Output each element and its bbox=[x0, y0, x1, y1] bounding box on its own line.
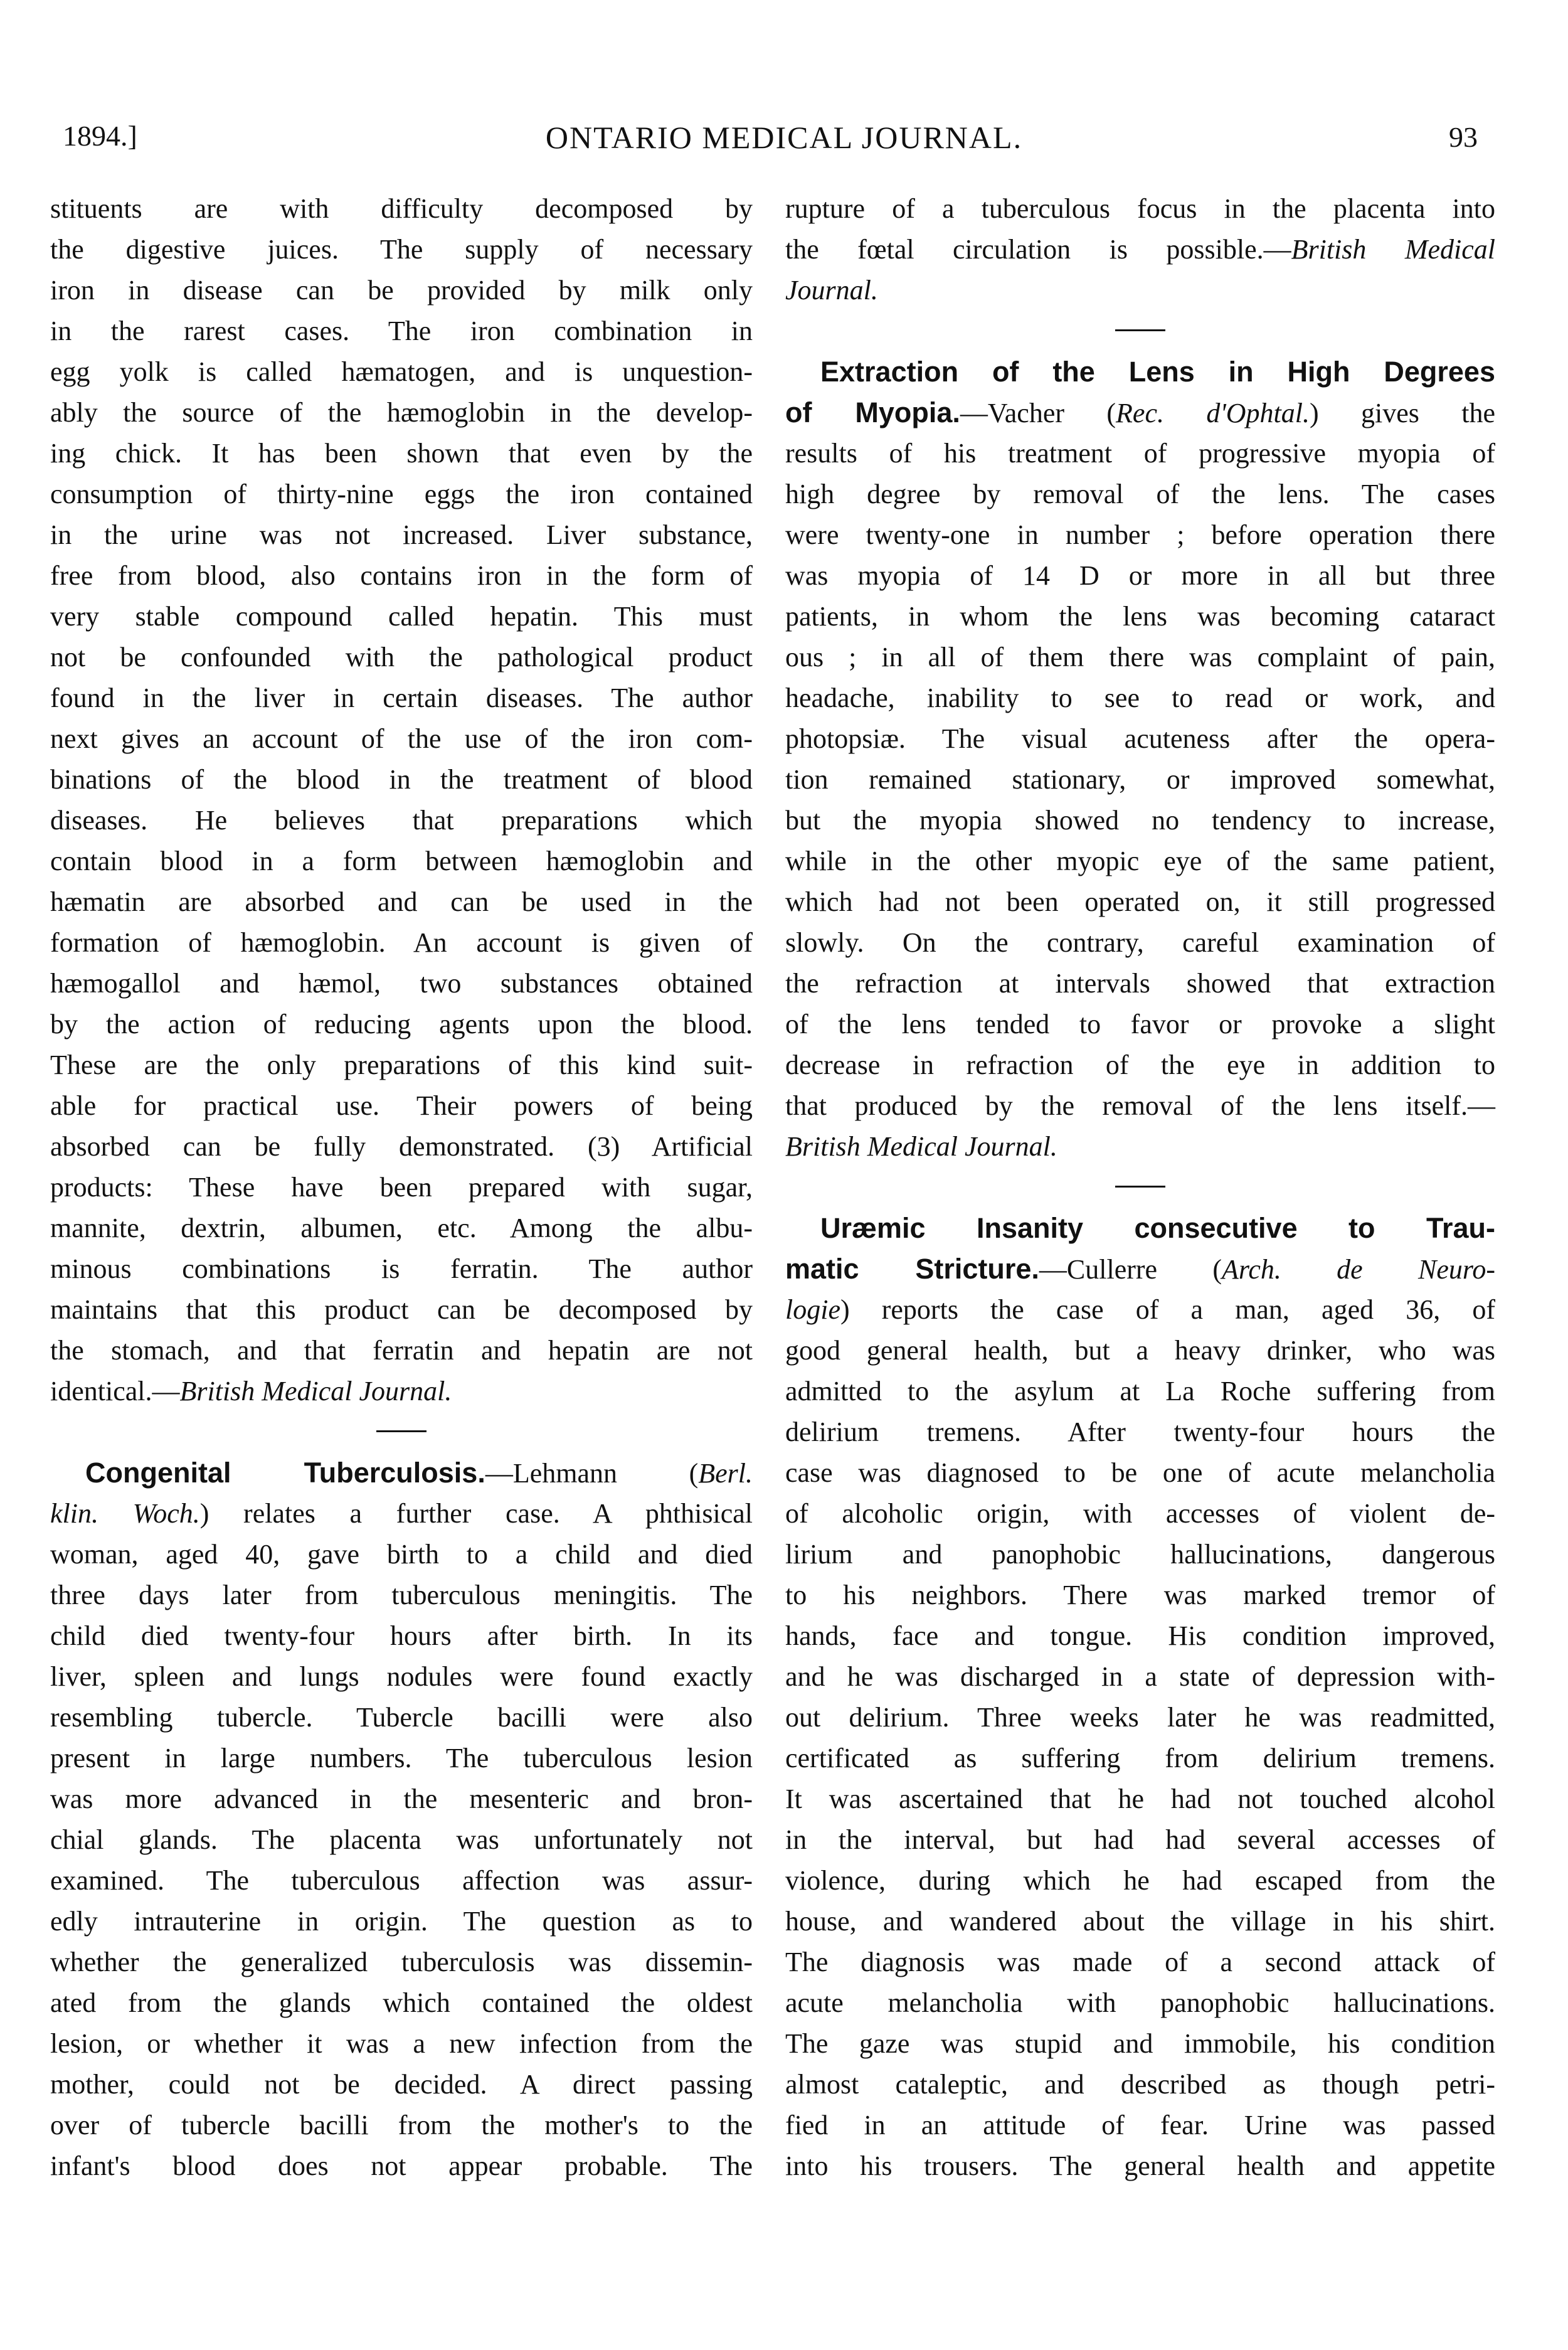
article-line: in the rarest cases. The iron combination in bbox=[50, 316, 753, 346]
article-line: decrease in refraction of the eye in addition to bbox=[785, 1050, 1495, 1080]
page-number: 93 bbox=[1449, 121, 1478, 153]
article-line bbox=[785, 1289, 1495, 1330]
article-line: woman, aged 40, gave birth to a child and died bbox=[50, 1539, 753, 1570]
article-line: liver, spleen and lungs nodules were found exactly bbox=[50, 1661, 753, 1692]
article-line: but the myopia showed no tendency to increase, bbox=[785, 805, 1495, 836]
article-line: chial glands. The placenta was unfortunately not bbox=[50, 1824, 753, 1855]
article-first-line bbox=[50, 1452, 753, 1493]
article-line: house, and wandered about the village in his shirt. bbox=[785, 1906, 1495, 1937]
section-divider bbox=[785, 1167, 1495, 1208]
article-line: contain blood in a form between hæmoglobin and bbox=[50, 846, 753, 876]
article-line: infant's blood does not appear probable. The bbox=[50, 2151, 753, 2181]
author: —Vacher ( bbox=[960, 398, 1116, 428]
journal-abbrev: Berl. bbox=[698, 1458, 753, 1489]
article-heading: of Myopia. bbox=[785, 396, 960, 428]
author: —Cullerre ( bbox=[1039, 1254, 1222, 1285]
article-line: products: These have been prepared with sugar, bbox=[50, 1172, 753, 1203]
text: the fœtal circulation is possible.— bbox=[785, 234, 1291, 265]
journal-abbrev: logie bbox=[785, 1294, 840, 1325]
article-line: three days later from tuberculous meningitis. The bbox=[50, 1580, 753, 1610]
article-end-line bbox=[50, 1371, 753, 1412]
section-divider bbox=[785, 311, 1495, 351]
article-line: headache, inability to see to read or work, and bbox=[785, 683, 1495, 713]
section-divider bbox=[50, 1412, 753, 1452]
article-line: very stable compound called hepatin. This must bbox=[50, 601, 753, 632]
article-line: the refraction at intervals showed that extraction bbox=[785, 968, 1495, 999]
article-line: fied in an attitude of fear. Urine was passed bbox=[785, 2110, 1495, 2140]
article-line: ous ; in all of them there was complaint of pain, bbox=[785, 642, 1495, 673]
article-heading: Uræmic Insanity consecutive to Trau- bbox=[820, 1212, 1495, 1244]
article-line: next gives an account of the use of the iron com- bbox=[50, 723, 753, 754]
article-line: that produced by the removal of the lens itself.— bbox=[785, 1090, 1495, 1121]
article-line bbox=[785, 1126, 1495, 1167]
article-line: in the interval, but had had several accesses of bbox=[785, 1824, 1495, 1855]
article-line: absorbed can be fully demonstrated. (3) Artificial bbox=[50, 1131, 753, 1162]
article-line: rupture of a tuberculous focus in the placenta into bbox=[785, 193, 1495, 224]
article-line: hæmatin are absorbed and can be used in the bbox=[50, 886, 753, 917]
article-line: over of tubercle bacilli from the mother's to the bbox=[50, 2110, 753, 2140]
article-line: maintains that this product can be decomposed by bbox=[50, 1294, 753, 1325]
article-line: The gaze was stupid and immobile, his condition bbox=[785, 2028, 1495, 2059]
article-line: edly intrauterine in origin. The question as to bbox=[50, 1906, 753, 1937]
source-citation: British Medical bbox=[1291, 234, 1495, 265]
article-line: while in the other myopic eye of the same patient, bbox=[785, 846, 1495, 876]
article-uraemic-insanity bbox=[785, 1208, 1495, 2186]
article-line: hæmogallol and hæmol, two substances obtained bbox=[50, 968, 753, 999]
article-line: good general health, but a heavy drinker, who was bbox=[785, 1335, 1495, 1366]
article-line: free from blood, also contains iron in the form of bbox=[50, 560, 753, 591]
article-line: which had not been operated on, it still progressed bbox=[785, 886, 1495, 917]
article-line: photopsiæ. The visual acuteness after the opera- bbox=[785, 723, 1495, 754]
text: ) gives the bbox=[1309, 398, 1495, 428]
article-line: diseases. He believes that preparations which bbox=[50, 805, 753, 836]
article-line: child died twenty-four hours after birth. In its bbox=[50, 1620, 753, 1651]
article-line: results of his treatment of progressive myopia of bbox=[785, 438, 1495, 469]
article-line: not be confounded with the pathological product bbox=[50, 642, 753, 673]
journal-title: ONTARIO MEDICAL JOURNAL. bbox=[545, 120, 1023, 155]
article-line: ated from the glands which contained the oldest bbox=[50, 1987, 753, 2018]
article-line: slowly. On the contrary, careful examination of bbox=[785, 927, 1495, 958]
article-heading: Congenital Tuberculosis. bbox=[85, 1457, 485, 1489]
source-citation: Journal. bbox=[785, 275, 878, 306]
article-line: patients, in whom the lens was becoming cataract bbox=[785, 601, 1495, 632]
article-line bbox=[785, 229, 1495, 270]
article-line: lirium and panophobic hallucinations, dangerous bbox=[785, 1539, 1495, 1570]
article-lens-extraction bbox=[785, 351, 1495, 1167]
article-line: consumption of thirty-nine eggs the iron contained bbox=[50, 479, 753, 509]
article-line: by the action of reducing agents upon the blood. bbox=[50, 1009, 753, 1039]
article-line: These are the only preparations of this kind suit- bbox=[50, 1050, 753, 1080]
article-line: tion remained stationary, or improved somewhat, bbox=[785, 764, 1495, 795]
article-line: acute melancholia with panophobic hallucinations. bbox=[785, 1987, 1495, 2018]
article-heading-line bbox=[785, 1208, 1495, 1248]
article-line bbox=[785, 392, 1495, 433]
article-line: almost cataleptic, and described as though petri- bbox=[785, 2069, 1495, 2100]
article-line bbox=[785, 270, 1495, 311]
article-line: of the lens tended to favor or provoke a slight bbox=[785, 1009, 1495, 1039]
article-line: the stomach, and that ferratin and hepatin are not bbox=[50, 1335, 753, 1366]
article-line: certificated as suffering from delirium tremens. bbox=[785, 1743, 1495, 1773]
article-line: violence, during which he had escaped from the bbox=[785, 1865, 1495, 1896]
article-line: high degree by removal of the lens. The cases bbox=[785, 479, 1495, 509]
article-line: mannite, dextrin, albumen, etc. Among the albu- bbox=[50, 1213, 753, 1243]
text: ) relates a further case. A phthisical bbox=[199, 1498, 753, 1529]
article-line: was myopia of 14 D or more in all but three bbox=[785, 560, 1495, 591]
article-line: egg yolk is called hæmatogen, and is unquestion- bbox=[50, 356, 753, 387]
left-column bbox=[50, 188, 753, 2186]
article-line: resembling tubercle. Tubercle bacilli were also bbox=[50, 1702, 753, 1733]
author: —Lehmann ( bbox=[485, 1458, 699, 1489]
right-column bbox=[785, 188, 1495, 2186]
article-line: ably the source of the hæmoglobin in the develop- bbox=[50, 397, 753, 428]
text: identical.— bbox=[50, 1376, 180, 1406]
article-continuation bbox=[50, 188, 753, 1371]
article-line: in the urine was not increased. Liver substance, bbox=[50, 519, 753, 550]
article-line: hands, face and tongue. His condition improved, bbox=[785, 1620, 1495, 1651]
journal-abbrev: Rec. d'Ophtal. bbox=[1116, 398, 1310, 428]
article-line: stituents are with difficulty decomposed by bbox=[50, 193, 753, 224]
article-line: out delirium. Three weeks later he was readmitted, bbox=[785, 1702, 1495, 1733]
journal-abbrev: klin. Woch. bbox=[50, 1498, 200, 1529]
article-line: the digestive juices. The supply of necessary bbox=[50, 234, 753, 265]
article-line: present in large numbers. The tuberculous lesion bbox=[50, 1743, 753, 1773]
text: ) reports the case of a man, aged 36, of bbox=[840, 1294, 1495, 1325]
article-heading-line bbox=[785, 351, 1495, 392]
journal-abbrev: Arch. de Neuro- bbox=[1221, 1254, 1495, 1285]
article-line: lesion, or whether it was a new infection from the bbox=[50, 2028, 753, 2059]
article-line: minous combinations is ferratin. The author bbox=[50, 1253, 753, 1284]
article-line bbox=[50, 1493, 753, 1534]
article-body bbox=[785, 1330, 1495, 2186]
article-body bbox=[785, 433, 1495, 1126]
article-line: It was ascertained that he had not touched alcohol bbox=[785, 1784, 1495, 1814]
article-line: case was diagnosed to be one of acute melancholia bbox=[785, 1457, 1495, 1488]
article-line: binations of the blood in the treatment of blood bbox=[50, 764, 753, 795]
article-line: delirium tremens. After twenty-four hours the bbox=[785, 1417, 1495, 1447]
article-line: mother, could not be decided. A direct passing bbox=[50, 2069, 753, 2100]
article-line: were twenty-one in number ; before operation there bbox=[785, 519, 1495, 550]
article-line: was more advanced in the mesenteric and bron- bbox=[50, 1784, 753, 1814]
article-line: formation of hæmoglobin. An account is given of bbox=[50, 927, 753, 958]
article-line: to his neighbors. There was marked tremor of bbox=[785, 1580, 1495, 1610]
source-citation: British Medical Journal. bbox=[179, 1376, 452, 1406]
running-header bbox=[0, 119, 1568, 169]
article-continuation bbox=[785, 188, 1495, 311]
article-line: admitted to the asylum at La Roche suffering from bbox=[785, 1376, 1495, 1406]
article-congenital-tuberculosis bbox=[50, 1452, 753, 2186]
article-line: and he was discharged in a state of depression with- bbox=[785, 1661, 1495, 1692]
article-body bbox=[50, 1534, 753, 2186]
article-line: found in the liver in certain diseases. The author bbox=[50, 683, 753, 713]
article-line: of alcoholic origin, with accesses of violent de- bbox=[785, 1498, 1495, 1529]
article-line: iron in disease can be provided by milk only bbox=[50, 275, 753, 306]
article-line: able for practical use. Their powers of being bbox=[50, 1090, 753, 1121]
header-year: 1894.] bbox=[63, 120, 137, 152]
article-heading: matic Stricture. bbox=[785, 1253, 1039, 1285]
source-citation: British Medical Journal. bbox=[785, 1131, 1057, 1162]
article-line: whether the generalized tuberculosis was dissemin- bbox=[50, 1947, 753, 1977]
article-line bbox=[785, 1248, 1495, 1289]
article-line: The diagnosis was made of a second attack of bbox=[785, 1947, 1495, 1977]
article-line: examined. The tuberculous affection was assur- bbox=[50, 1865, 753, 1896]
article-line: into his trousers. The general health and appetite bbox=[785, 2151, 1495, 2181]
article-line: ing chick. It has been shown that even by the bbox=[50, 438, 753, 469]
article-heading: Extraction of the Lens in High Degrees bbox=[820, 356, 1495, 388]
